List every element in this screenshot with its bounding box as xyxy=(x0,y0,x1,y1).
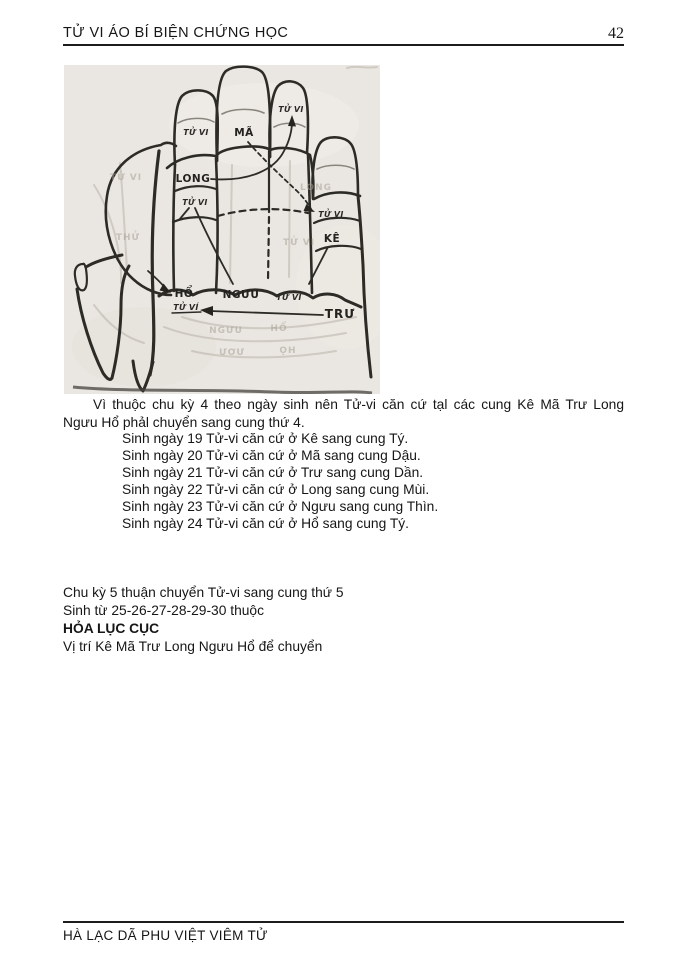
ho-arrowhead xyxy=(160,284,172,294)
ghost-label: NGƯU xyxy=(209,326,243,336)
ghost-label: HỔ xyxy=(270,324,288,334)
rule-line: Sinh ngày 24 Tử-vi căn cứ ở Hổ sang cung Tý. xyxy=(122,516,409,532)
birth-day-rules xyxy=(122,430,438,533)
cycle5-line: Chu kỳ 5 thuận chuyển Tử-vi sang cung thứ 5 xyxy=(63,585,344,600)
thenar-mount-outline xyxy=(106,143,176,295)
diagram-label-ke: KÊ xyxy=(323,233,341,245)
diagram-label-tuvi-ring-tip: TỬ VI xyxy=(278,105,304,114)
rule-line: Sinh ngày 19 Tử-vi căn cứ ở Kê sang cung Tý. xyxy=(122,431,409,446)
ghost-stroke xyxy=(347,67,377,68)
pinky-base-line xyxy=(314,192,360,199)
footer-author: HÀ LẠC DÃ PHU VIỆT VIÊM TỬ xyxy=(63,928,268,943)
diagram-label-ma: MÃ xyxy=(234,127,254,139)
diagram-label-tru: TRƯ xyxy=(324,307,356,321)
rule-line: Sinh ngày 22 Tử-vi căn cứ ở Long sang cung Mùi. xyxy=(122,482,430,498)
ghost-label: ỌH xyxy=(279,346,297,356)
diagram-label-nguu: NGƯU xyxy=(222,289,260,301)
diagram-label-tuvi-index-base: TỬ VI xyxy=(182,198,208,207)
diagram-label-tuvi-ho: TỬ VÍ xyxy=(173,303,199,312)
cycle-5-block xyxy=(63,584,344,656)
thumb-loop xyxy=(75,264,87,291)
ghost-label: ƯƠƯ xyxy=(219,348,245,358)
ghost-label: TỬ VI xyxy=(109,173,143,183)
scan-image xyxy=(64,65,380,394)
tru-arrowhead xyxy=(200,306,213,316)
paragraph-line: Vì thuộc chu kỳ 4 theo ngày sinh nên Tử-vi căn cứ tạl các cung Kê Mã Trư Long xyxy=(93,397,624,412)
tuvi-ho-underline xyxy=(172,312,201,313)
diagram-label-tuvi-palm: TỬ VI xyxy=(276,293,302,302)
hand-diagram xyxy=(64,65,380,394)
cycle5-line: HỎA LỤC CỤC xyxy=(63,620,160,636)
rule-line: Sinh ngày 23 Tử-vi căn cứ ở Ngưu sang cung Thìn. xyxy=(122,499,439,515)
paragraph-line: Ngưu Hổ phảl chuyển sang cung thứ 4. xyxy=(63,415,305,430)
palm-column-line-2-dashed xyxy=(268,217,269,281)
ghost-label: TỬ VI xyxy=(282,238,316,248)
cycle5-line: Vị trí Kê Mã Trư Long Ngưu Hổ để chuyển xyxy=(63,638,323,654)
paragraph-chu-ky-4 xyxy=(63,396,624,432)
ghost-label: LONG xyxy=(300,183,332,193)
rule-line: Sinh ngày 21 Tử-vi căn cứ ở Trư sang cung Dần. xyxy=(122,465,424,481)
palm-column-line-1 xyxy=(216,158,218,293)
diagram-label-long: LONG xyxy=(175,173,211,185)
diagram-label-tuvi-index-tip: TỬ VI xyxy=(183,128,209,137)
cycle5-line: Sinh từ 25-26-27-28-29-30 thuộc xyxy=(63,602,264,618)
ghost-stroke xyxy=(289,161,290,277)
ghost-stroke xyxy=(230,165,232,283)
rule-line: Sinh ngày 20 Tử-vi căn cứ ở Mã sang cung Dậu. xyxy=(122,448,421,464)
diagram-label-ho: HỔ xyxy=(174,288,194,300)
tuvi-nguu-line xyxy=(179,208,233,284)
page-header xyxy=(63,25,624,46)
scan-bottom-edge xyxy=(73,387,372,393)
scan-texture xyxy=(72,307,216,387)
ghost-label: THỬ xyxy=(115,233,141,243)
book-title: TỬ VI ÁO BÍ BIỆN CHỨNG HỌC xyxy=(63,25,289,41)
page-number: 42 xyxy=(608,25,624,42)
page-footer xyxy=(63,921,624,943)
diagram-label-tuvi-pinky: TỬ VI xyxy=(318,210,344,219)
